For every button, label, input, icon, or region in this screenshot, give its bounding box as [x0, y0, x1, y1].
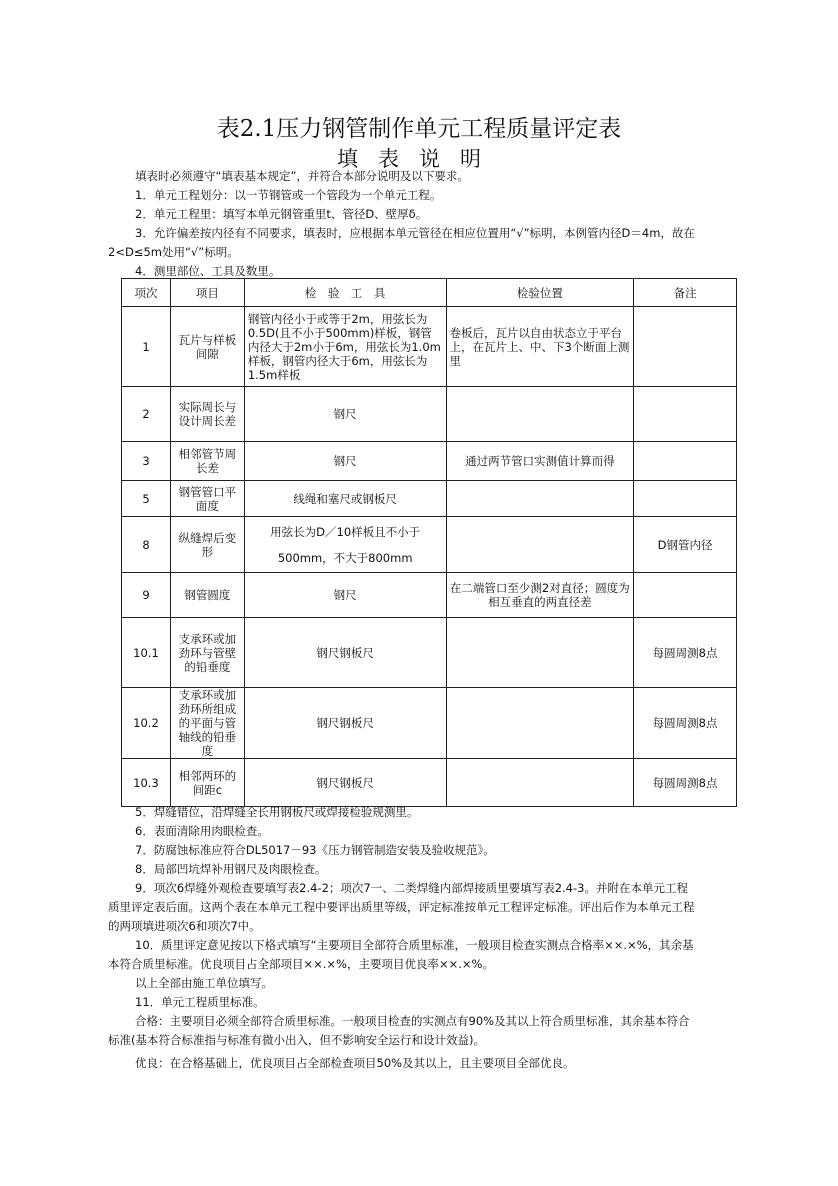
header-cell: 项次 — [122, 279, 171, 307]
tool-cell: 钢尺 — [244, 573, 446, 618]
intro-section — [108, 167, 698, 281]
item-no-cell: 9 — [122, 573, 171, 618]
tool-cell: 钢尺钢板尺 — [244, 618, 446, 688]
table-row — [122, 307, 737, 387]
tool-cell: 钢管内径小于或等于2m，用弦长为0.5D(且不小于500mm)样板，钢管内径大于2m小于6m，用弦长为1.0m样板，钢管内径大于6m，用弦长为1.5m样板 — [244, 307, 446, 387]
position-cell — [446, 387, 634, 442]
table-row — [122, 481, 737, 517]
remark-cell: D钢管内径 — [634, 517, 737, 573]
item-no-cell: 2 — [122, 387, 171, 442]
header-cell: 检验位置 — [446, 279, 634, 307]
item-no-cell: 5 — [122, 481, 171, 517]
item-name-cell: 支承环或加劲环与管壁的铅垂度 — [170, 618, 244, 688]
note-line: 8．局部凹坑焊补用钢尺及肉眼检查。 — [135, 862, 327, 876]
item-name-cell: 瓦片与样板间隙 — [170, 307, 244, 387]
tool-cell: 线绳和塞尺或钢板尺 — [244, 481, 446, 517]
note-line: 优良：在合格基础上，优良项目占全部检查项目50%及其以上，且主要项目全部优良。 — [135, 1056, 575, 1070]
remark-cell — [634, 573, 737, 618]
table-row — [122, 387, 737, 442]
item-name-cell: 相邻管节周长差 — [170, 442, 244, 481]
item-name-cell: 钢管圆度 — [170, 573, 244, 618]
notes-section — [108, 803, 698, 1073]
tool-cell: 钢尺钢板尺 — [244, 759, 446, 807]
note-line: 6．表面清除用肉眼检查。 — [135, 824, 269, 838]
item-name-cell: 支承环或加劲环所组成的平面与管轴线的铅垂度 — [170, 688, 244, 759]
note-line: 合格：主要项目必须全部符合质里标准。一般项目检查的实测点有90%及其以上符合质里标准，其余基本符合标准(基本符合标准指与标准有微小出入，但不影响安全运行和设计效益)。 — [108, 1014, 690, 1047]
remark-cell — [634, 481, 737, 517]
table-row — [122, 573, 737, 618]
item-no-cell: 1 — [122, 307, 171, 387]
position-cell: 通过两节管口实测值计算而得 — [446, 442, 634, 481]
remark-cell — [634, 442, 737, 481]
intro-line: 1．单元工程划分：以一节钢管或一个管段为一个单元工程。 — [135, 188, 442, 202]
item-no-cell: 8 — [122, 517, 171, 573]
tool-cell: 钢尺 — [244, 442, 446, 481]
remark-cell — [634, 307, 737, 387]
note-line: 以上全部由施工单位填写。 — [135, 976, 273, 990]
intro-line: 2．单元工程里：填写本单元钢管重里t、管径D、壁厚δ。 — [135, 207, 428, 221]
remark-cell: 每圆周测8点 — [634, 759, 737, 807]
note-line: 11．单元工程质里标准。 — [135, 995, 265, 1009]
document-subtitle: 填表说明 — [337, 147, 501, 171]
item-no-cell: 10.3 — [122, 759, 171, 807]
intro-line: 4．测里部位、工具及数里。 — [135, 264, 281, 278]
table-header-row — [122, 279, 737, 307]
document-title: 表2.1压力钢管制作单元工程质量评定表 — [216, 116, 622, 142]
tool-cell: 用弦长为D／10样板且不小于500mm，不大于800mm — [244, 517, 446, 573]
item-name-cell: 实际周长与设计周长差 — [170, 387, 244, 442]
item-name-cell: 纵缝焊后变形 — [170, 517, 244, 573]
item-no-cell: 10.1 — [122, 618, 171, 688]
inspection-table — [121, 278, 737, 807]
tool-cell: 钢尺 — [244, 387, 446, 442]
intro-line: 3．允许偏差按内径有不同要求，填表时，应根据本单元管径在相应位置用“√”标明，本例管内径D＝4m，故在2<D≤5m处用“√”标明。 — [108, 226, 695, 259]
remark-cell — [634, 387, 737, 442]
table-row — [122, 618, 737, 688]
item-name-cell: 相邻两环的间距c — [170, 759, 244, 807]
header-cell: 项目 — [170, 279, 244, 307]
position-cell — [446, 481, 634, 517]
table-row — [122, 517, 737, 573]
item-no-cell: 10.2 — [122, 688, 171, 759]
note-line: 5．焊缝错位，沿焊缝全长用钢板尺或焊接检验规测里。 — [135, 805, 419, 819]
note-line: 10．质里评定意见按以下格式填写“主要项目全部符合质里标准，一般项目检查实测点合格率××.×%，其余基本符合质里标准。优良项目占全部项目××.×%，主要项目优良率××.×%。 — [108, 938, 694, 971]
item-name-cell: 钢管管口平面度 — [170, 481, 244, 517]
note-line: 9．项次6焊缝外观检查要填写表2.4-2；项次7一、二类焊缝内部焊接质里要填写表2.4-3。并附在本单元工程质里评定表后面。这两个表在本单元工程中要评出质里等级，评定标准按单元工程评定标准。评出后作为本单元工程的两项填进项次6和项次7中。 — [108, 881, 695, 933]
note-line: 7．防腐蚀标准应符合DL5017－93《压力钢管制造安装及验收规范》。 — [135, 843, 495, 857]
table-row — [122, 688, 737, 759]
item-no-cell: 3 — [122, 442, 171, 481]
header-cell: 检 验 工 具 — [244, 279, 446, 307]
position-cell — [446, 517, 634, 573]
table-row — [122, 442, 737, 481]
position-cell — [446, 688, 634, 759]
table-row — [122, 759, 737, 807]
intro-line: 填表时必须遵守“填表基本规定”，并符合本部分说明及以下要求。 — [135, 169, 469, 183]
position-cell: 在二端管口至少测2对直径；圆度为相互垂直的两直径差 — [446, 573, 634, 618]
remark-cell: 每圆周测8点 — [634, 618, 737, 688]
remark-cell: 每圆周测8点 — [634, 688, 737, 759]
tool-cell: 钢尺钢板尺 — [244, 688, 446, 759]
position-cell — [446, 759, 634, 807]
position-cell — [446, 618, 634, 688]
position-cell: 卷板后，瓦片以自由状态立于平台上，在瓦片上、中、下3个断面上测里 — [446, 307, 634, 387]
header-cell: 备注 — [634, 279, 737, 307]
